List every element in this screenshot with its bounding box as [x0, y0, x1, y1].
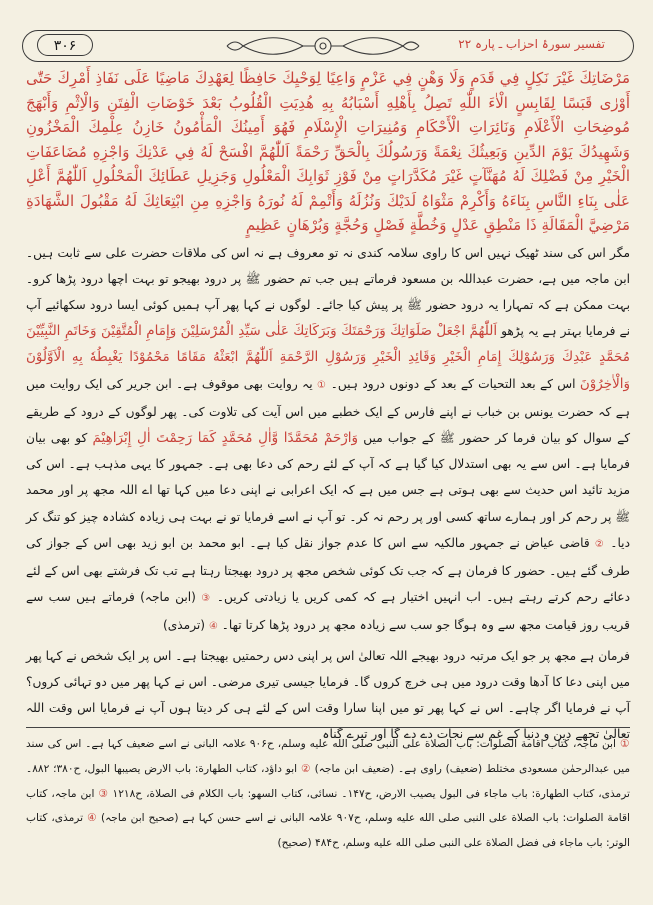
arabic-durood: اَللّٰهُمَّ اجْعَلْ صَلَوَاتِكَ وَرَحْمَتَكَ وَبَرَكَاتِكَ عَلٰى سَيِّدِ الْمُرْسَلِيْنَ وَإِمَامِ الْمُتَّقِيْنَ وَخَاتَمِ النَّبِيِّيْنَ مُحَمَّدٍ عَبْدِكَ وَرَسُوْلِكَ إِمَامِ الْخَيْرِ وَقَائِدِ الْخَيْرِ وَرَسُوْلِ الرَّحْمَةِ اَللّٰهُمَّ ابْعَثْهُ مَقَامًا مَحْمُوْدًا يَغْبِطُهٗ بِهِ الْاَوَّلُوْنَ وَالْاٰخِرُوْنَ [26, 323, 631, 392]
page-header [22, 30, 634, 62]
arabic-passage: مَرْضَاتِكَ غَيْرَ نَكِلٍ فِي قَدَمٍ وَلَا وَهْنٍ فِي عَزْمٍ وَاعِيًا لِوَحْيِكَ حَافِظًا لِعَهْدِكَ مَاضِيًا عَلَى نَفَاذِ أَمْرِكَ حَتّٰى أَوْرٰى قَبَسًا لِقَابِسٍ الْاٰءَ اللّٰهِ تَصِلُ بِأَهْلِهِ أَسْبَابُهُ بِهِ هُدِيَتِ الْقُلُوبُ بَعْدَ خَوْضَاتِ الْفِتَنِ وَالْاِثْمِ وَأَبْهَجَ مُوضِحَاتِ الْأَعْلَامِ وَنَائِرَاتِ الْأَحْكَامِ وَمُنِيرَاتِ الْإِسْلَامِ فَهُوَ أَمِينُكَ الْمَأْمُونُ خَازِنُ عِلْمِكَ الْمَخْزُونِ وَشَهِيدُكَ يَوْمَ الدِّينِ وَبَعِيثُكَ نِعْمَةً وَرَسُولُكَ بِالْحَقِّ رَحْمَةً اَللّٰهُمَّ افْسَحْ لَهُ فِي عَدْنِكَ وَاجْزِهِ مُضَاعَفَاتِ الْخَيْرِ مِنْ فَضْلِكَ لَهُ مُهَنَّآتٍ غَيْرَ مُكَدَّرَاتٍ مِنْ فَوْزِ ثَوَابِكَ الْمَعْلُولِ وَجَزِيلِ عَطَائِكَ الْمَحْلُولِ اَللّٰهُمَّ أَعْلِ عَلٰى بِنَاءِ النَّاسِ بِنَاءَهُ وَأَكْرِمْ مَثْوَاهُ لَدَيْكَ وَنُزُلَهُ وَأَتْمِمْ لَهُ نُورَهُ وَاجْزِهِ مِنِ ابْتِعَاثِكَ لَهُ مَقْبُولَ الشَّهَادَةِ مَرْضِيَّ الْمَقَالَةِ ذَا مَنْطِقٍ عَدْلٍ وَخُطَّةٍ فَصْلٍ وَحُجَّةٍ وَبُرْهَانٍ عَظِيمٍ [26, 69, 630, 234]
ornament-icon [223, 33, 423, 59]
footnote-text: ابو داؤد، کتاب الطهارة: باب الارض یصیبها البول، ح۳۸۰؛ ۸۸۲۔ ترمذی، کتاب الطهارة: باب ماجاء فی البول یصیب الارض، ح۱۴۷۔ نسائی، کتاب السهو: باب الکلام فی الصلاة، ح۱۲۱۸ [26, 762, 630, 800]
main-text [26, 66, 630, 747]
running-title: تفسیر سورۂ احزاب ـ پارہ ۲۲ [458, 37, 605, 51]
urdu-text: مگر اس کی سند ٹھیک نہیں اس کا راوی سلامہ کندی نہ تو معروف ہے نہ اس کی ملاقات حضرت علی سے ثابت ہیں۔ ابن ماجہ میں ہے، حضرت عبداللہ بن مسعود فرماتے ہیں جب تم حضور ﷺ پر درود بھیجو تو بہت اچھا درود پڑھا کرو۔ بہت ممکن ہے کہ تمہارا یہ درود حضور ﷺ پر پیش کیا جائے۔ لوگوں نے کہا پھر آپ ہمیں کوئی ایسا درود سکھائیے آپ نے فرمایا بہتر ہے یہ پڑھو [26, 245, 630, 339]
footnote-text: ترمذی، کتاب الوتر: باب ماجاء فی فضل الصلاة علی النبی صلی الله علیه وسلم، ح۴۸۴ (صحیح) [26, 812, 630, 850]
footnote-marker[interactable]: ③ [201, 593, 212, 605]
footnote-text: ابن ماجہ، کتاب اقامة الصلوات: باب الصلاة علی النبی صلی الله علیه وسلم، ح۹۰۶ علامہ البانی نے اسے ضعیف کہا ہے۔ اس کی سند میں عبدالرحمٰن مسعودی مختلط (ضعیف) راوی ہے۔ (ضعیف ابن ماجہ) [26, 738, 631, 775]
urdu-text: یہ روایت بھی موقوف ہے۔ ابن جریر کی ایک روایت میں ہے کہ حضرت یونس بن خباب نے اپنے فارس کے ایک خطبے میں اس آیت کی تلاوت کی۔ پھر لوگوں کے درود کے طریقے کے سوال کو بیان فرما کر حضور ﷺ کے جواب میں [26, 376, 631, 445]
footnote-marker[interactable]: ④ [208, 621, 218, 633]
footnote-marker[interactable]: ① [316, 379, 327, 391]
urdu-text: (ابن ماجہ) فرماتے ہیں سب سے قریب روز قیامت مجھ سے وہ ہوگا جو سب سے زیادہ مجھ پر درود پڑھا کرتا تھا۔ [26, 590, 630, 633]
footnote-mark: ③ [98, 787, 109, 800]
footnote-text: ابن ماجہ، کتاب اقامة الصلوات: باب الصلاة علی النبی صلی الله علیه وسلم، ح۹۰۷ علامہ البانی نے اسے حسن کہا ہے (صحیح ابن ماجہ) [26, 787, 630, 825]
urdu-text: کو بھی بیان فرمایا ہے۔ اس سے یہ بھی استدلال کیا گیا ہے کہ آپ کے لئے رحم کی دعا بھی ہے۔ جمہور کا یہی مذہب ہے۔ اس کی مزید تائید اس حدیث سے بھی ہوتی ہے جس میں ہے کہ ایک اعرابی نے اپنی دعا میں کہا تھا اے اللہ مجھ پر اور محمد ﷺ پر رحم کر اور ہمارے ساتھ کسی اور پر رحم نہ کر۔ تو آپ نے اسے فرمایا تو نے بہت ہی زیادہ کشادہ چیز کو تنگ کر دیا۔ [26, 430, 631, 550]
urdu-text: قاضی عیاض نے جمہور مالکیہ سے اس کا عدم جواز نقل کیا ہے۔ ابو محمد بن ابو زید بھی اس کے جواز کی طرف گئے ہیں۔ حضور کا فرمان ہے کہ جب تک کوئی شخص مجھ پر درود بھیجتا رہتا ہے تب تک فرشتے بھی اس کے لئے دعائے رحم کرتے رہتے ہیں۔ اب انہیں اختیار ہے کہ کمی کریں یا زیادتی کریں۔ [26, 535, 631, 605]
footnote-mark: ④ [87, 812, 98, 825]
arabic-durood: وَارْحَمْ مُحَمَّدًا وَّاٰلِ مُحَمَّدٍ كَمَا رَحِمْتَ اٰلِ إِبْرَاهِيْمَ [92, 429, 359, 446]
footnote-mark: ① [619, 738, 631, 750]
urdu-text: اس کے بعد التحیات کے بعد کے دونوں درود ہیں۔ [330, 376, 576, 391]
urdu-text: (ترمذی) [162, 618, 206, 633]
urdu-paragraph-1 [26, 240, 630, 641]
urdu-paragraph-2: فرمان ہے مجھ پر جو ایک مرتبہ درود بھیجے اللہ تعالیٰ اس پر اپنی دس رحمتیں بھیجتا ہے۔ اس پر ایک شخص نے کہا پھر میں اپنی دعا کا آدھا وقت درود میں ہی خرچ کروں گا۔ فرمایا جیسی تیری مرضی۔ اس نے کہا پھر میں دو تہائی کروں؟ آپ نے فرمایا اگر چاہے۔ اس نے کہا پھر تو میں اپنا سارا وقت اس کے لئے ہی کر دیتا ہوں آپ نے فرمایا اس وقت اللہ تعالیٰ تجھے دین و دنیا کے غم سے نجات دے دے گا اور تیرے گناہ [26, 648, 630, 742]
page-number: ۳۰۶ [37, 34, 93, 56]
footnote-marker[interactable]: ② [594, 538, 606, 550]
footnote-mark: ② [300, 762, 311, 775]
footnotes [26, 732, 630, 856]
footnote-divider [26, 727, 630, 728]
